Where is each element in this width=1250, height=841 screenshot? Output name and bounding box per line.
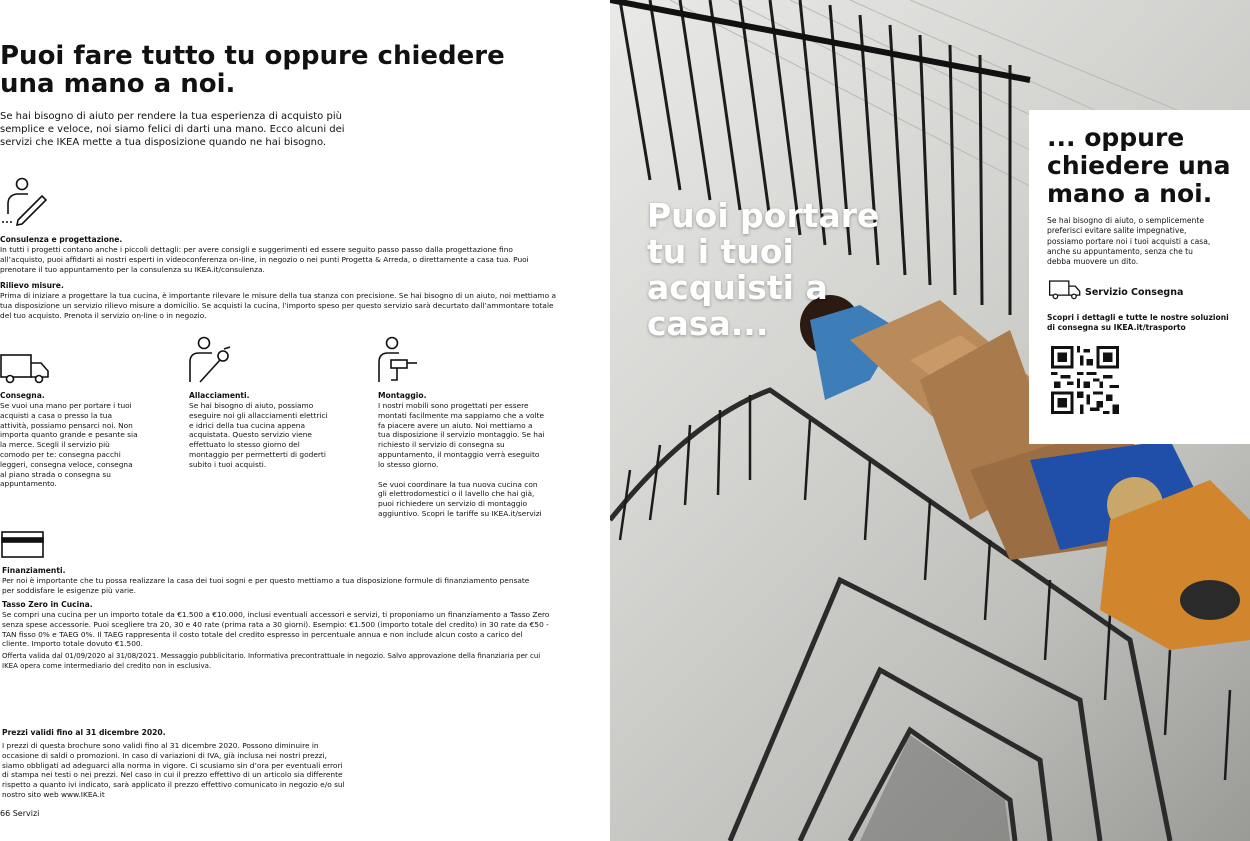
finanziamenti-text: Per noi è importante che tu possa realizzare la casa dei tuoi sogni e per questo mettiamo a tua disposizione formule di finanziamento pensate per soddisfare le esigenze più varie. <box>2 576 530 595</box>
consegna-text: Se vuoi una mano per portare i tuoi acquisti a casa o presso la tua attività, possiamo pensarci noi. Non importa quanto grande e pesante sia la merce. Scegli il servizio più comodo per te: consegna pacchi leggeri, consegna veloce, consegna al piano strada o consegna su appuntamento. <box>0 401 138 489</box>
truck-icon <box>1049 280 1081 300</box>
page-title: Puoi fare tutto tu oppure chiedere una mano a noi. <box>0 41 505 99</box>
rilievo-block <box>0 281 556 320</box>
headline: Puoi portare tu i tuoi acquisti a casa... <box>647 196 880 343</box>
left-page <box>0 0 610 841</box>
card-title: ... oppure chiedere una mano a noi. <box>1047 123 1231 208</box>
delivery-card <box>1029 110 1250 444</box>
montaggio-text-2: Se vuoi coordinare la tua nuova cucina con gli elettrodomestici o il lavello che hai già, puoi richiedere un servizio di montaggio aggiuntivo. Scopri le tariffe su IKEA.it/servizi <box>378 479 542 518</box>
page-footer: 66 Servizi <box>0 809 40 818</box>
allacciamenti-block <box>189 391 332 470</box>
allacciamenti-title: Allacciamenti. <box>189 391 250 400</box>
consegna-title: Consegna. <box>0 391 45 400</box>
tasso-block <box>2 600 550 671</box>
consulenza-text: In tutti i progetti contano anche i piccoli dettagli: per avere consigli e suggerimenti ed essere seguito passo passo dalla progettazione fino all’acquisto, puoi affidarti ai nostri esperti in videoconferenza on-line, in negozio o nei punti Progetta & Arreda, o direttamente a casa tua. Puoi prenotare il tuo appuntamento per la consulenza su IKEA.it/consulenza. <box>0 245 529 274</box>
service-label: Servizio Consegna <box>1085 287 1184 298</box>
truck-icon <box>0 354 50 384</box>
prezzi-title: Prezzi validi fino al 31 dicembre 2020. <box>2 728 166 737</box>
finanziamenti-block <box>2 566 542 596</box>
montaggio-text: I nostri mobili sono progettati per essere montati facilmente ma sappiamo che a volte fa piacere avere un aiuto. Noi mettiamo a tua disposizione il servizio montaggio. Se hai richiesto il servizio di consegna su appuntamento, il montaggio verrà eseguito lo stesso giorno. <box>378 401 545 469</box>
tasso-note: Offerta valida dal 01/09/2020 al 31/08/2021. Messaggio pubblicitario. Informativa precontrattuale in negozio. Salvo approvazione della finanziaria per cui IKEA opera come intermediario del credito non in esclusiva. <box>2 652 541 670</box>
card-icon <box>1 531 45 559</box>
montaggio-block <box>378 391 546 519</box>
right-page <box>610 0 1250 841</box>
prezzi-text: I prezzi di questa brochure sono validi fino al 31 dicembre 2020. Possono diminuire in occasione di saldi o promozioni. In caso di variazioni di IVA, già inclusa nei nostri prezzi, siamo obbligati ad adeguarci alla norma in vigore. Ci scusiamo sin d’ora per eventuali errori di stampa nei testi o nei prezzi. Nel caso in cui il prezzo effettivo di un articolo sia differente rispetto a quanto ivi indicato, sarà applicato il prezzo effettivo comunicato in negozio e/o sul nostro sito web www.IKEA.it <box>2 741 345 799</box>
intro-text: Se hai bisogno di aiuto per rendere la tua esperienza di acquisto più semplice e veloce, noi siamo felici di darti una mano. Ecco alcuni dei servizi che IKEA mette a tua disposizione quando ne hai bisogno. <box>0 111 345 148</box>
montaggio-title: Montaggio. <box>378 391 427 400</box>
assembly-icon <box>377 336 421 384</box>
qr-code[interactable] <box>1051 346 1119 414</box>
consegna-block <box>0 391 140 489</box>
finanziamenti-title: Finanziamenti. <box>2 566 66 575</box>
consulenza-title: Consulenza e progettazione. <box>0 235 123 244</box>
rilievo-title: Rilievo misure. <box>0 281 64 290</box>
tasso-title: Tasso Zero in Cucina. <box>2 600 93 609</box>
designer-icon <box>2 176 50 226</box>
tasso-text: Se compri una cucina per un importo totale da €1.500 a €10.000, inclusi eventuali accessori e servizi, ti proponiamo un finanziamento a Tasso Zero senza spese accessorie. Puoi scegliere tra 20, 30 e 40 rate (prima rata a 30 giorni). Esempio: €1.500 (importo totale del credito) in 30 rate da €50 - TAN fisso 0% e TAEG 0%. Il TAEG rappresenta il costo totale del credito espresso in percentuale annua e non include alcun costo a carico del cliente. Importo totale dovuto €1.500. <box>2 610 550 649</box>
rilievo-text: Prima di iniziare a progettare la tua cucina, è importante rilevare le misure della tua stanza con precisione. Se hai bisogno di un aiuto, noi mettiamo a tua disposizione un servizio rilievo misure a domicilio. Se acquisti la cucina, l’importo speso per questo servizio sarà decurtato dall’ammontare totale del tuo acquisto. Prenota il servizio on-line o in negozio. <box>0 291 556 320</box>
allacciamenti-text: Se hai bisogno di aiuto, possiamo eseguire noi gli allacciamenti elettrici e idrici della tua cucina appena acquistata. Questo servizio viene effettuato lo stesso giorno del montaggio per permetterti di goderti subito i tuoi acquisti. <box>189 401 328 469</box>
prezzi-block <box>2 728 347 800</box>
technician-icon <box>188 336 232 384</box>
consulenza-block <box>0 235 556 274</box>
card-link-text[interactable]: Scopri i dettagli e tutte le nostre soluzioni di consegna su IKEA.it/trasporto <box>1047 313 1229 333</box>
card-text: Se hai bisogno di aiuto, o semplicemente preferisci evitare salite impegnative, possiamo portare noi i tuoi acquisti a casa, anche su appuntamento, senza che tu debba muovere un dito. <box>1047 216 1211 267</box>
